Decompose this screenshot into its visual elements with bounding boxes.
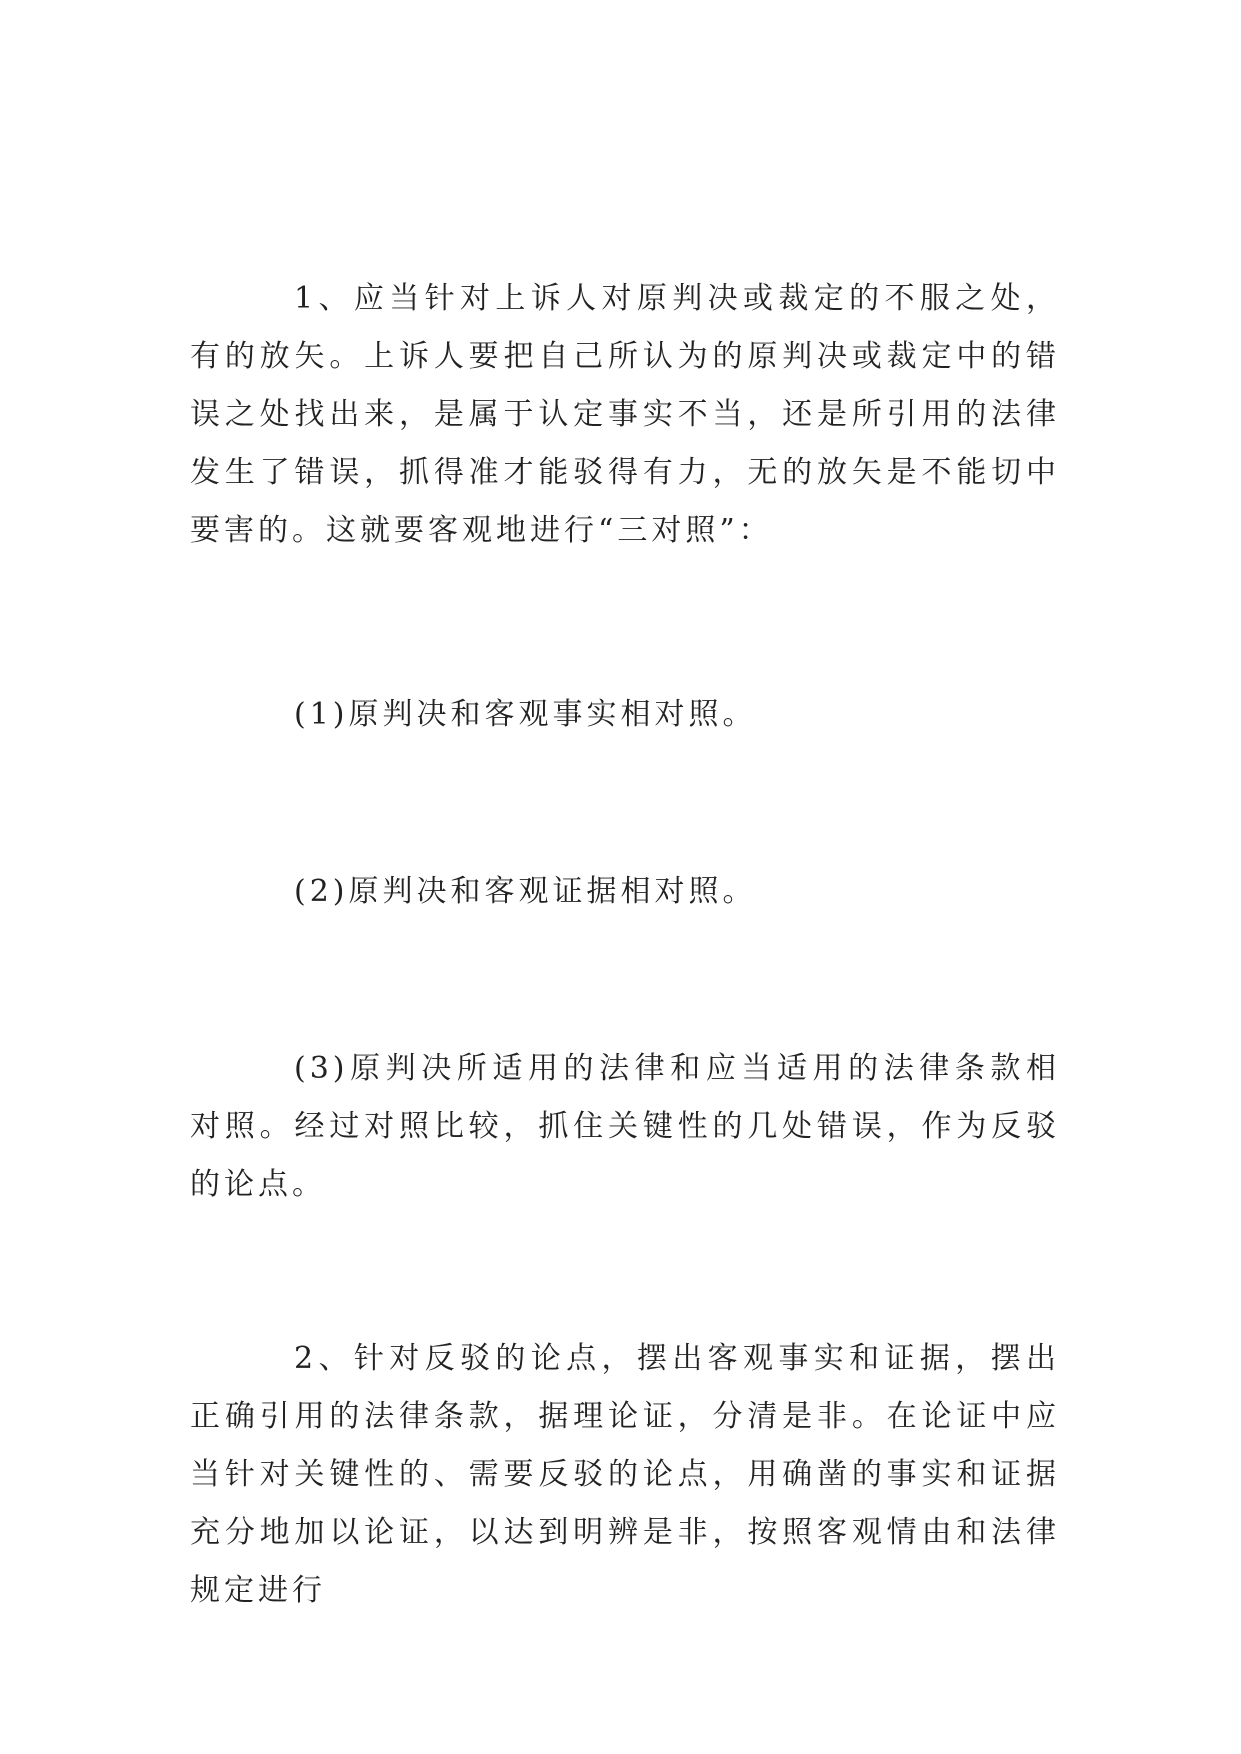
paragraph-comparison-evidence: (2)原判决和客观证据相对照。 [294, 874, 757, 909]
paragraph-argument-rebuttal: 2、针对反驳的论点，摆出客观事实和证据，摆出正确引用的法律条款，据理论证，分清是非。在论证中应当针对关键性的、需要反驳的论点，用确凿的事实和证据充分地加以论证，以达到明辨是非，按照客观情由和法律规定进行 [190, 1341, 1060, 1608]
paragraph-three-comparisons-intro: 1、应当针对上诉人对原判决或裁定的不服之处，有的放矢。上诉人要把自己所认为的原判决或裁定中的错误之处找出来，是属于认定事实不当，还是所引用的法律发生了错误，抓得准才能驳得有力，无的放矢是不能切中要害的。这就要客观地进行“三对照”： [190, 281, 1060, 548]
paragraph-comparison-facts: (1)原判决和客观事实相对照。 [294, 697, 757, 732]
paragraph-comparison-law: (3)原判决所适用的法律和应当适用的法律条款相对照。经过对照比较，抓住关键性的几处错误，作为反驳的论点。 [190, 1051, 1060, 1202]
